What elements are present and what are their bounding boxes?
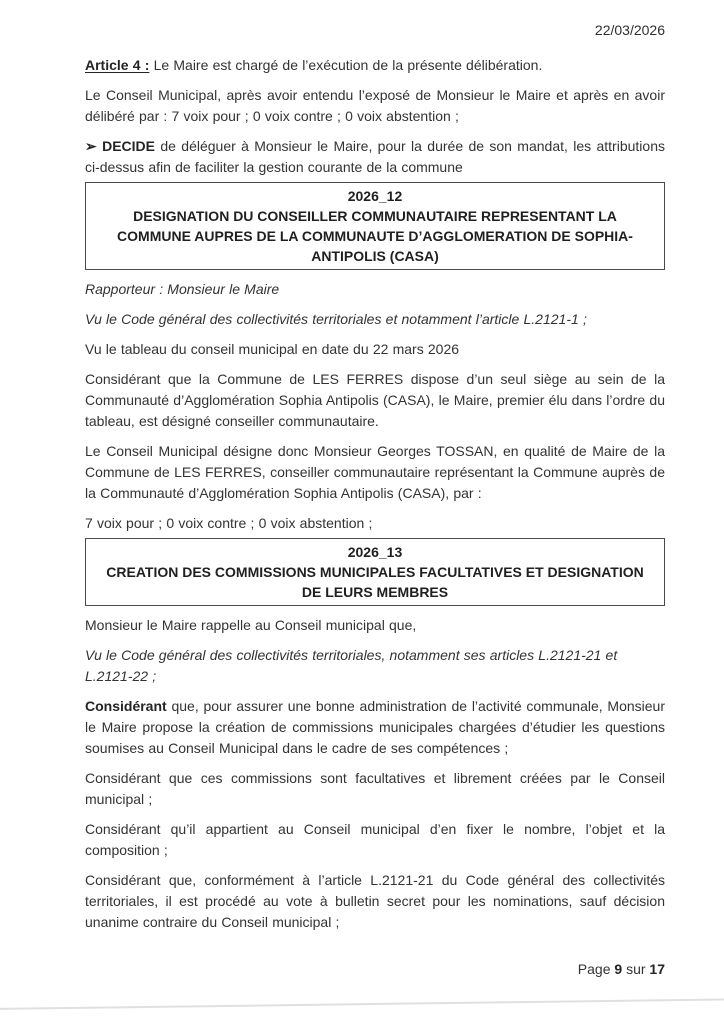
visa-code-cgct-line: Vu le Code général des collectivités territoriales et notamment l’article L.2121-1 ; [85,311,587,327]
footer-sur-word: sur [626,961,646,977]
visa-tableau-line: Vu le tableau du conseil municipal en date du 22 mars 2026 [85,341,460,357]
deliberation-13-title: CREATION DES COMMISSIONS MUNICIPALES FACULTATIVES ET DESIGNATION DE LEURS MEMBRES [106,564,644,600]
document-date: 22/03/2026 [594,22,665,38]
page-footer [85,959,665,980]
footer-page-number: 9 [614,961,623,977]
footer-total-pages: 17 [649,961,665,977]
considerant-administration-paragraph [85,696,665,759]
visa-code-cgct-2-line: Vu le Code général des collectivités territoriales, notamment ses articles L.2121-21 et L.2121-22 ; [85,647,618,684]
decide-label: DECIDE [102,138,155,154]
arrow-right-icon: ➢ [85,138,97,154]
article-4-text: Le Maire est chargé de l’exécution de la présente délibération. [153,57,543,73]
article-4-paragraph [85,55,665,76]
deliberation-13-number: 2026_13 [347,544,403,560]
deliberation-12-number: 2026_12 [347,188,403,204]
considerant-composition-line: Considérant qu’il appartient au Conseil municipal d’en fixer le nombre, l’objet et la composition ; [85,821,665,858]
article-4-label: Article 4 : [85,57,150,73]
scan-artifact-line [0,999,724,1010]
council-vote-paragraph: Le Conseil Municipal, après avoir entendu l’exposé de Monsieur le Maire et après en avoir délibéré par : 7 voix pour ; 0 voix contre ; 0 voix abstention ; [85,87,665,124]
designation-tossan-paragraph: Le Conseil Municipal désigne donc Monsieur Georges TOSSAN, en qualité de Maire de la Commune de LES FERRES, conseiller communautaire représentant la Commune auprès de la Communauté d’Agglomération Sophia Antipolis (CASA), par : [85,443,665,501]
maire-rappelle-line: Monsieur le Maire rappelle au Conseil municipal que, [85,617,417,633]
deliberation-12-title: DESIGNATION DU CONSEILLER COMMUNAUTAIRE REPRESENTANT LA COMMUNE AUPRES DE LA COMMUNAUTE D’AGGLOMERATION DE SOPHIA-ANTIPOLIS (CASA) [117,208,633,264]
rapporteur-line: Rapporteur : Monsieur le Maire [85,281,280,297]
vote-result-line: 7 voix pour ; 0 voix contre ; 0 voix abstention ; [85,515,373,531]
considerant-bold-label: Considérant [85,698,167,714]
deliberation-12-header-box [85,182,665,270]
considerant-facultatives-line: Considérant que ces commissions sont facultatives et librement créées par le Conseil municipal ; [85,770,665,807]
decide-text: de déléguer à Monsieur le Maire, pour la durée de son mandat, les attributions ci-dessus afin de faciliter la gestion courante de la commune [85,138,665,175]
footer-page-word: Page [577,961,611,977]
considerant-vote-secret-paragraph: Considérant que, conformément à l’article L.2121-21 du Code général des collectivités territoriales, il est procédé au vote à bulletin secret pour les nominations, sauf décision unanime contraire du Conseil municipal ; [85,872,665,930]
considerant-administration-text: que, pour assurer une bonne administration de l’activité communale, Monsieur le Maire propose la création de commissions municipales chargées d’étudier les questions soumises au Conseil Municipal dans le cadre de ses compétences ; [85,698,665,756]
decide-paragraph [85,136,665,178]
deliberation-13-header-box [85,538,665,606]
considerant-siege-paragraph: Considérant que la Commune de LES FERRES dispose d’un seul siège au sein de la Communauté d’Agglomération Sophia Antipolis (CASA), le Maire, premier élu dans l’ordre du tableau, est désigné conseiller communautaire. [85,371,665,429]
